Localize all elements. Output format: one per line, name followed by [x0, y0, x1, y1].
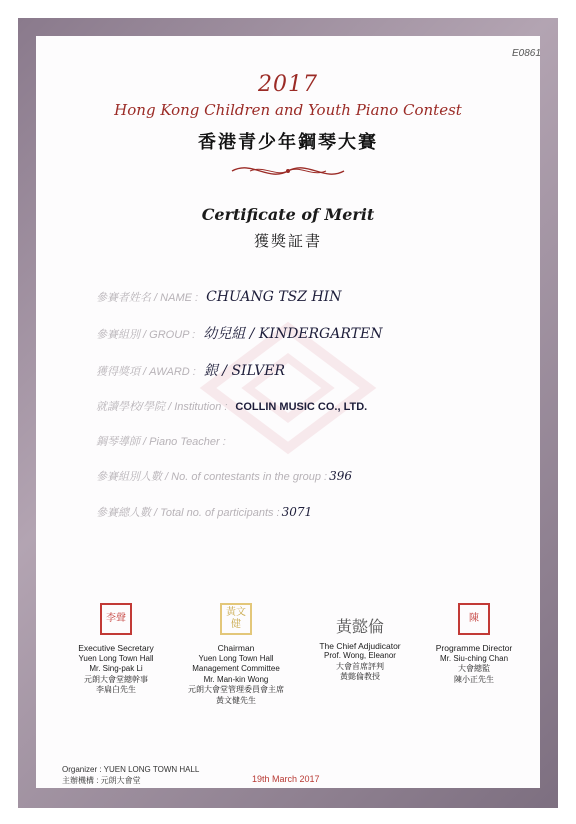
- field-label: 獲得獎項 / AWARD :: [96, 366, 196, 378]
- signatory-chairman: [171, 603, 301, 706]
- signatory-executive-secretary: [56, 603, 176, 696]
- field-label: 參賽組別 / GROUP :: [96, 329, 196, 341]
- signatory-role: Executive Secretary: [78, 643, 154, 653]
- ornament-divider-icon: [228, 162, 348, 180]
- signatory-org: Yuen Long Town Hall: [78, 653, 154, 663]
- signatory-role: The Chief Adjudicator: [319, 640, 401, 651]
- field-label: 就讀學校/學院 / Institution :: [96, 401, 228, 413]
- field-value: 3071: [281, 505, 313, 519]
- certificate-title-zh: 獲獎証書: [253, 232, 322, 250]
- seal-stamp-icon: [100, 603, 132, 635]
- signatory-role: Chairman: [217, 643, 255, 653]
- signatory-role-zh: 大會總監: [458, 664, 490, 673]
- calligraphy-signature-icon: [220, 603, 252, 635]
- field-total-participants: [96, 503, 312, 523]
- signatory-programme-director: [414, 603, 534, 685]
- organizer-en: Organizer : YUEN LONG TOWN HALL: [62, 765, 200, 774]
- contest-title-en: Hong Kong Children and Youth Piano Contest: [114, 101, 462, 119]
- field-value: 幼兒組 / KINDERGARTEN: [203, 326, 383, 342]
- signature-text: 黃懿倫: [335, 617, 384, 636]
- field-piano-teacher: [96, 432, 234, 452]
- seal-text: 陳: [469, 613, 479, 624]
- signatory-name-zh: 黃文健先生: [216, 695, 256, 705]
- signatory-name: Mr. Sing-pak Li: [89, 664, 143, 673]
- field-label: 鋼琴導師 / Piano Teacher :: [96, 436, 226, 448]
- serial-number: E0861: [512, 48, 541, 59]
- signatory-role-zh: 元朗大會堂管理委員會主席: [188, 685, 284, 694]
- field-value: 銀 / SILVER: [203, 363, 286, 379]
- signatory-name: Mr. Siu-ching Chan: [439, 653, 509, 663]
- field-label: 參賽組別人數 / No. of contestants in the group :: [96, 471, 328, 483]
- signatory-chief-adjudicator: [300, 617, 420, 683]
- field-value: COLLIN MUSIC CO., LTD.: [235, 401, 368, 413]
- field-name: [96, 288, 341, 308]
- field-award: [96, 360, 285, 380]
- field-institution: [96, 397, 367, 417]
- contest-title-zh: 香港青少年鋼琴大賽: [198, 132, 378, 153]
- field-value: CHUANG TSZ HIN: [206, 289, 342, 305]
- signatory-org: Yuen Long Town Hall: [198, 653, 274, 663]
- contest-year: 2017: [258, 72, 318, 97]
- seal-text: 黃文健: [226, 607, 246, 630]
- handwritten-signature-icon: [300, 617, 420, 636]
- signatory-org-2: Management Committee: [192, 664, 280, 673]
- field-group: [96, 323, 382, 343]
- field-group-contestants: [96, 467, 352, 487]
- organizer: [62, 764, 199, 786]
- signatory-role: Programme Director: [435, 643, 513, 653]
- seal-stamp-icon: [458, 603, 490, 635]
- field-label: 參賽者姓名 / NAME :: [96, 292, 199, 304]
- field-value: 396: [329, 469, 353, 483]
- signatory-role-zh: 元朗大會堂總幹事: [84, 674, 148, 684]
- organizer-zh: 主辦機構 : 元朗大會堂: [62, 776, 141, 785]
- signatory-name-zh: 李扁白先生: [96, 685, 136, 694]
- certificate-title-en: Certificate of Merit: [201, 205, 375, 224]
- seal-text: 李聲: [106, 613, 126, 624]
- issue-date: 19th March 2017: [252, 774, 320, 784]
- signatory-name: Prof. Wong, Eleanor: [324, 651, 396, 660]
- signatory-name: Mr. Man-kin Wong: [203, 674, 269, 684]
- signatory-name-zh: 黃懿倫教授: [340, 672, 380, 681]
- signatory-name-zh: 陳小正先生: [454, 674, 494, 684]
- signatory-role-zh: 大會首席評判: [336, 661, 384, 671]
- field-label: 參賽總人數 / Total no. of participants :: [96, 507, 280, 519]
